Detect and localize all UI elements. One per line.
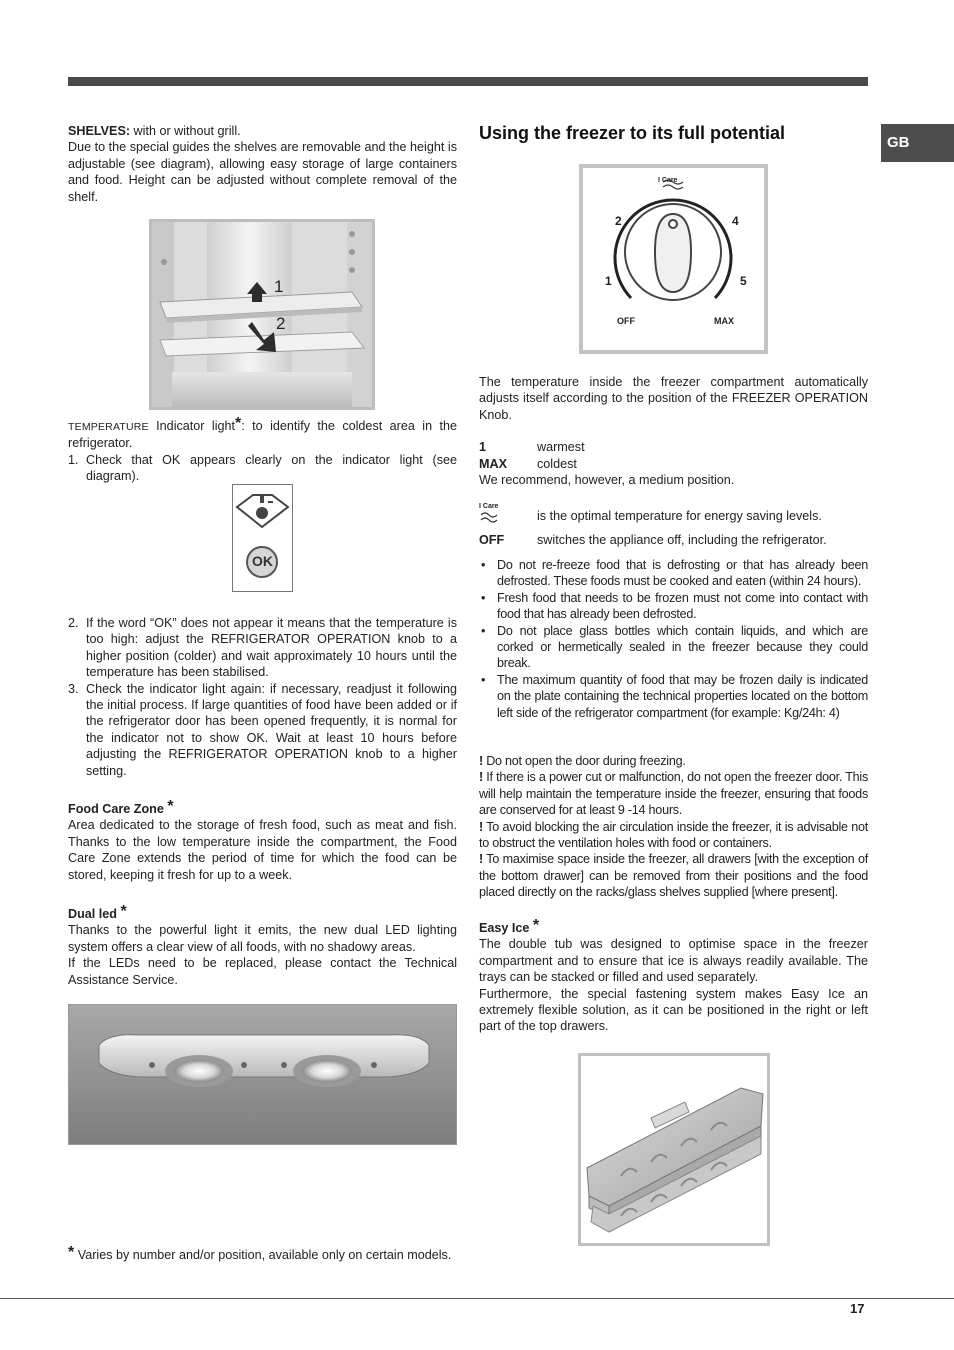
knob-mark-5: 5 bbox=[740, 274, 747, 288]
step-1-text: Check that OK appears clearly on the indicator light (see diagram). bbox=[86, 452, 457, 484]
shelves-label: SHELVES: bbox=[68, 124, 131, 138]
asterisk: * bbox=[235, 415, 242, 432]
ok-indicator-diagram bbox=[232, 484, 293, 592]
freezer-intro-section bbox=[479, 374, 868, 488]
dual-led-section: Dual led * Thanks to the powerful light it emits, the new dual LED lighting system offers a clear view of all foods, with no shadowy areas. If the LEDs need to be replaced, please contact the Technical Assistance Service. bbox=[68, 903, 457, 987]
shelf-label-1: 1 bbox=[274, 277, 284, 296]
language-tab: GB bbox=[881, 124, 954, 162]
list-item: • Fresh food that needs to be frozen must not come into contact with food that has already been defrosted. bbox=[479, 590, 868, 623]
page-title: Using the freezer to its full potential bbox=[479, 123, 786, 143]
warning-3: To avoid blocking the air circulation inside the freezer, it is advisable not to obstruct the ventilation holes with food or containers. bbox=[479, 819, 868, 851]
warning-1: Do not open the door during freezing. bbox=[482, 754, 686, 768]
steps-section bbox=[68, 615, 457, 779]
temperature-section bbox=[68, 416, 457, 485]
freezer-intro: The temperature inside the freezer compartment automatically adjusts itself according to the position of the FREEZER OPERATION Knob. bbox=[479, 375, 868, 422]
knob-illustration bbox=[583, 168, 764, 350]
icare-icon-label: I Care bbox=[479, 503, 499, 510]
icare-icon bbox=[479, 511, 503, 525]
footnote: * Varies by number and/or position, available only on certain models. bbox=[68, 1244, 452, 1262]
shelf-diagram bbox=[149, 219, 375, 410]
list-item: 1. Check that OK appears clearly on the indicator light (see diagram). bbox=[68, 452, 457, 484]
easy-ice-section: Easy Ice * The double tub was designed to optimise space in the freezer compartment and to ensure that ice is always readily available. The trays can be stacked or filled and used separately. Furthermore, the special fastening system makes Easy Ice an extremely flexible solution, as it can be positioned in the right or left part of the top drawers. bbox=[479, 917, 868, 1034]
list-item: • The maximum quantity of food that may be frozen daily is indicated on the plate containing the technical properties located on the bottom left side of the refrigerator compartment (for example: Kg/24h: 4) bbox=[479, 672, 868, 721]
list-item: • Do not re-freeze food that is defrosting or that has already been defrosted. These foods must be cooked and eaten (within 24 hours). bbox=[479, 557, 868, 590]
freezer-knob-diagram bbox=[579, 164, 768, 354]
knob-mark-2: 2 bbox=[615, 214, 622, 228]
food-care-title: Food Care Zone bbox=[68, 802, 164, 816]
step-3-text: Check the indicator light again: if necessary, readjust it following the initial process. If large quantities of food have been added or if the refrigerator door has been opened frequently, it is normal for the indicator not to show OK. Wait at least 10 hours before adjusting the REFRIGERATOR OPERATION knob to a higher setting. bbox=[86, 681, 457, 778]
footnote-text: Varies by number and/or position, available only on certain models. bbox=[74, 1248, 452, 1262]
ok-label: OK bbox=[252, 553, 273, 569]
icare-section bbox=[479, 502, 868, 548]
dual-led-title: Dual led bbox=[68, 907, 117, 921]
temperature-text-b: : to identify the coldest area in the refrigerator. bbox=[68, 419, 458, 451]
shelf-label-2: 2 bbox=[276, 314, 286, 333]
warning-4: To maximise space inside the freezer, all drawers [with the exception of the bottom drawer] can be removed from their positions and the food placed directly on the racks/glass shelves supplied [where present]. bbox=[479, 852, 868, 900]
temperature-text-a: Indicator light bbox=[148, 419, 236, 433]
easy-ice-text-2: Furthermore, the special fastening system makes Easy Ice an extremely flexible solution, as it can be positioned in the right or left part of the top drawers. bbox=[479, 986, 868, 1034]
knob-off-label: OFF bbox=[617, 316, 635, 326]
shelves-intro: with or without grill. bbox=[130, 124, 241, 138]
easy-ice-title: Easy Ice bbox=[479, 921, 530, 935]
dual-led-photo bbox=[68, 1004, 457, 1145]
shelf-illustration bbox=[152, 222, 372, 407]
setting-row: 1 warmest bbox=[479, 440, 585, 455]
list-item: 2. If the word “OK” does not appear it means that the temperature is too high: adjust the REFRIGERATOR OPERATION knob to a higher position (colder) and wait approximately 10 hours until the temperature has been stabilised. bbox=[68, 616, 457, 680]
dual-led-text-2: If the LEDs need to be replaced, please contact the Technical Assistance Service. bbox=[68, 956, 457, 987]
footer-rule bbox=[0, 1298, 954, 1299]
list-item: 3. Check the indicator light again: if necessary, readjust it following the initial process. If large quantities of food have been added or if the refrigerator door has been opened frequently, it is normal for the indicator not to show OK. Wait at least 10 hours before adjusting the REFRIGERATOR OPERATION knob to a higher setting. bbox=[68, 681, 457, 778]
freezer-tips bbox=[479, 557, 868, 721]
thermometer-icon bbox=[233, 485, 292, 591]
setting-row: MAX coldest bbox=[479, 456, 577, 471]
easy-ice-text-1: The double tub was designed to optimise space in the freezer compartment and to ensure that ice is always readily available. The trays can be stacked or filled and used separately. bbox=[479, 937, 868, 985]
ice-tray-illustration bbox=[581, 1056, 767, 1243]
shelves-section bbox=[68, 123, 457, 205]
step-2-text: If the word “OK” does not appear it means that the temperature is too high: adjust the REFRIGERATOR OPERATION knob to a higher position (colder) and wait approximately 10 hours until the temperature has been stabilised. bbox=[86, 616, 457, 680]
food-care-text: Area dedicated to the storage of fresh food, such as meat and fish. Thanks to the low temperature inside the compartment, the Food Care Zone extends the period of time for which the food can be stored, keeping it fresh for up to a week. bbox=[68, 818, 457, 882]
easy-ice-photo bbox=[578, 1053, 770, 1246]
led-illustration bbox=[69, 1005, 457, 1145]
knob-max-label: MAX bbox=[714, 316, 734, 326]
knob-mark-1: 1 bbox=[605, 274, 612, 288]
top-rule bbox=[68, 77, 868, 86]
page-number: 17 bbox=[850, 1301, 865, 1316]
warnings: ! Do not open the door during freezing. ! If there is a power cut or malfunction, do not open the freezer door. This will help maintain the temperature inside the freezer, ensuring that foods are conserved for at least 9 -14 hours. ! To avoid blocking the air circulation inside the freezer, it is advisable not to obstruct the ventilation holes with food or containers. ! To maximise space inside the freezer, all drawers [with the exception of the bottom drawer] can be removed from their positions and the food placed directly on the racks/glass shelves supplied [where present]. bbox=[479, 754, 868, 900]
setting-row: OFF switches the appliance off, including the refrigerator. bbox=[479, 533, 827, 547]
icare-text: is the optimal temperature for energy saving levels. bbox=[537, 509, 822, 523]
warning-2: If there is a power cut or malfunction, do not open the freezer door. This will help maintain the temperature inside the freezer, ensuring that foods are conserved for at least 9 -14 hours. bbox=[479, 770, 868, 818]
dual-led-text-1: Thanks to the powerful light it emits, the new dual LED lighting system offers a clear view of all foods, with no shadowy areas. bbox=[68, 923, 457, 954]
temperature-label: TEMPERATURE bbox=[68, 421, 149, 433]
food-care-section: Food Care Zone * Area dedicated to the storage of fresh food, such as meat and fish. Thanks to the low temperature inside the compartment, the Food Care Zone extends the period of time for which the food can be stored, keeping it fresh for up to a week. bbox=[68, 798, 457, 882]
knob-mark-4: 4 bbox=[732, 214, 739, 228]
list-item: • Do not place glass bottles which contain liquids, and which are corked or hermetically sealed in the freezer because they could break. bbox=[479, 623, 868, 672]
knob-icare-label: I Care bbox=[658, 177, 678, 184]
recommendation: We recommend, however, a medium position. bbox=[479, 473, 735, 488]
shelves-text: Due to the special guides the shelves are removable and the height is adjustable (see diagram), allowing easy storage of large containers and food. Height can be adjusted without complete removal of the shelf. bbox=[68, 140, 457, 204]
